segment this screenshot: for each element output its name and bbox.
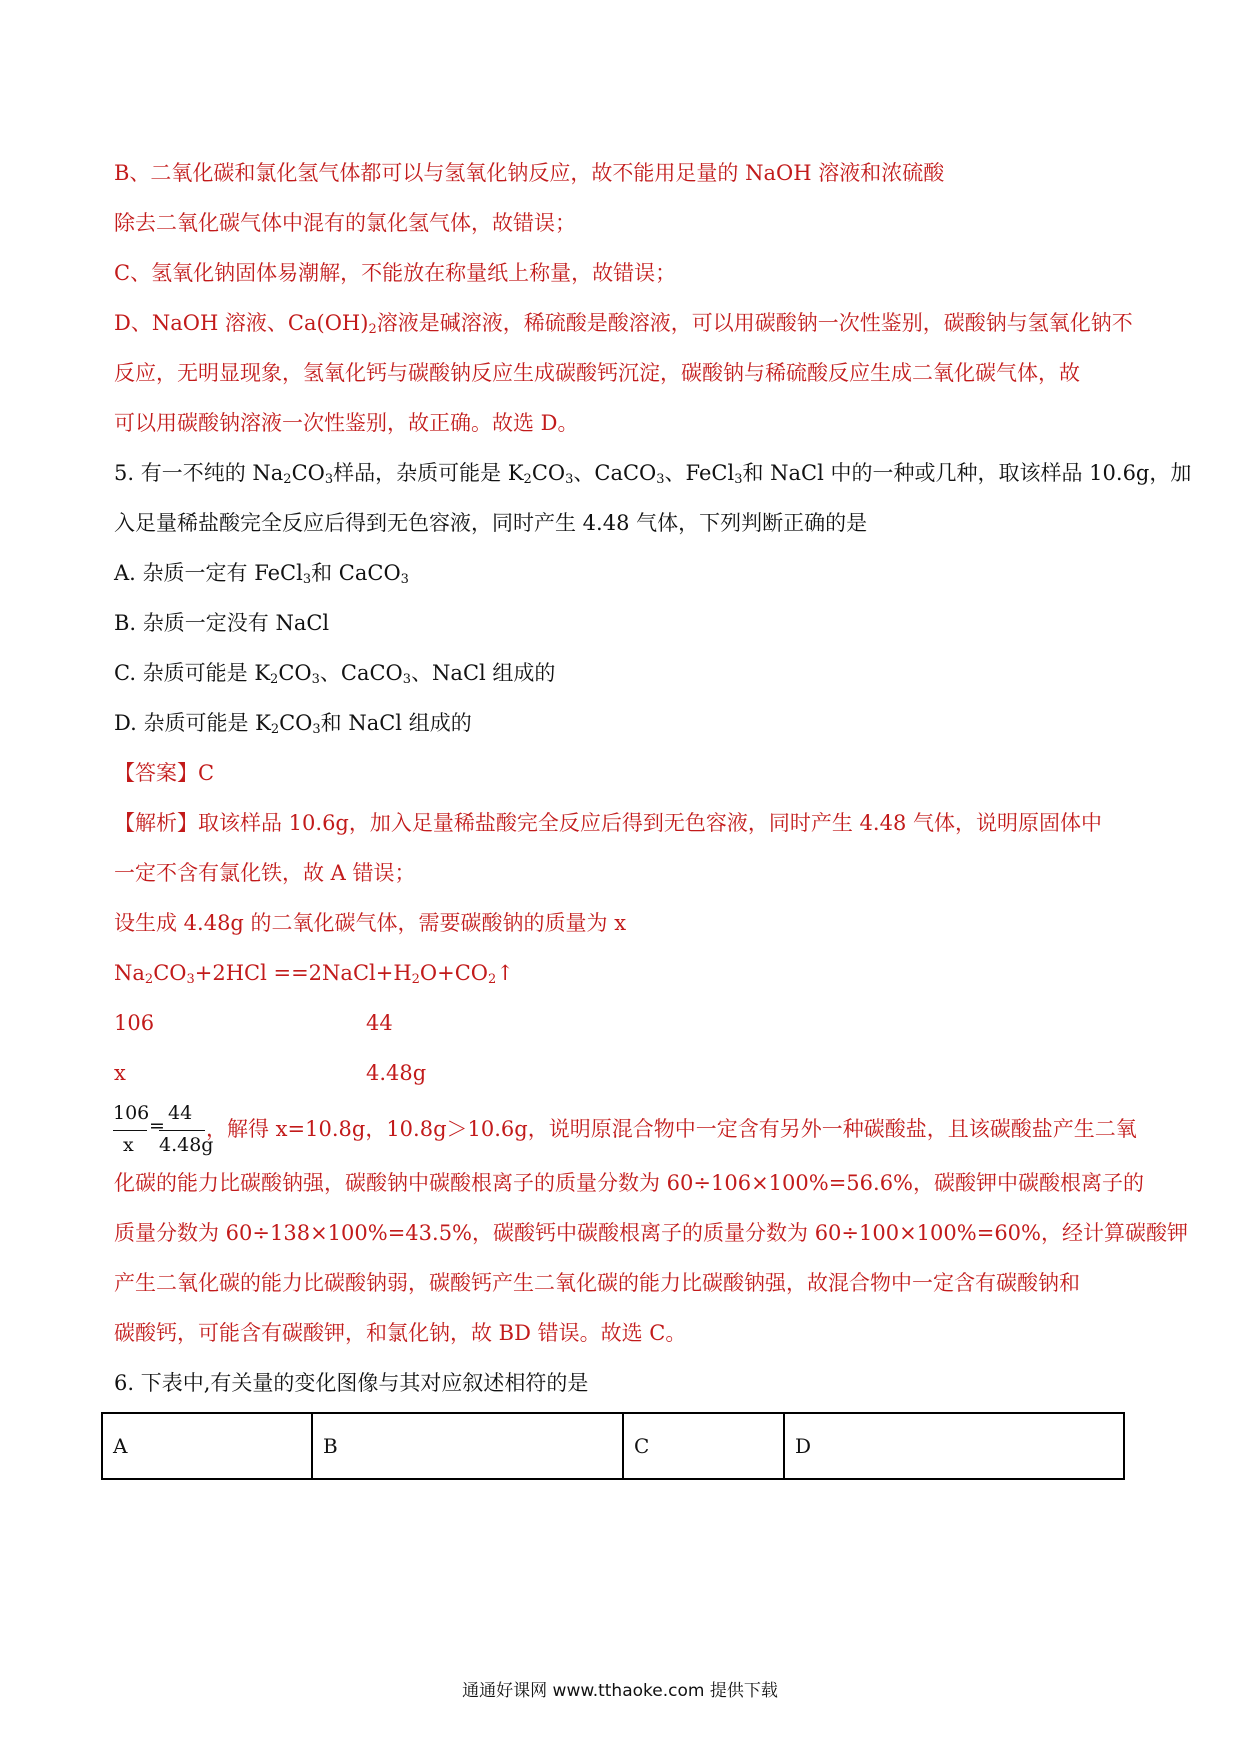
explanation-c-line: C、氢氧化钠固体易潮解，不能放在称量纸上称量，故错误； (114, 261, 677, 285)
q6-stem: 6. 下表中,有关量的变化图像与其对应叙述相符的是 (114, 1371, 589, 1395)
proportion-fraction (113, 1100, 214, 1160)
q5-solution-line3: 质量分数为 60÷138×100%=43.5%，碳酸钙中碳酸根离子的质量分数为 60÷100×100%=60%，经计算碳酸钾 (114, 1221, 1188, 1245)
q5-analysis-line3: 设生成 4.48g 的二氧化碳气体，需要碳酸钠的质量为 x (114, 911, 627, 935)
unknown-mass-left: x (114, 1061, 126, 1085)
explanation-d-line3: 可以用碳酸钠溶液一次性鉴别，故正确。故选 D。 (114, 411, 579, 435)
analysis-label: 【解析】 (114, 811, 198, 835)
q5-analysis-line1: 【解析】取该样品 10.6g，加入足量稀盐酸完全反应后得到无色容液，同时产生 4.48 气体，说明原固体中 (114, 811, 1102, 835)
q5-analysis-line2: 一定不含有氯化铁，故 A 错误； (114, 861, 416, 885)
explanation-b-line1: B、二氧化碳和氯化氢气体都可以与氢氧化钠反应，故不能用足量的 NaOH 溶液和浓硫酸 (114, 161, 945, 185)
fraction-denominator-2: 4.48g (159, 1134, 214, 1156)
molar-mass-left: 106 (114, 1011, 155, 1035)
explanation-d-line2: 反应，无明显现象，氢氧化钙与碳酸钠反应生成碳酸钙沉淀，碳酸钠与稀硫酸反应生成二氧化碳气体，故 (114, 361, 1080, 385)
fraction-bar-2 (159, 1130, 205, 1131)
q5-solution-line2: 化碳的能力比碳酸钠强，碳酸钠中碳酸根离子的质量分数为 60÷106×100%=56.6%，碳酸钾中碳酸根离子的 (114, 1171, 1145, 1195)
table-row (102, 1413, 1124, 1479)
q5-option-b: B. 杂质一定没有 NaCl (114, 611, 330, 635)
q5-solution-line5: 碳酸钙，可能含有碳酸钾，和氯化钠，故 BD 错误。故选 C。 (114, 1321, 687, 1345)
fraction-numerator-2: 44 (168, 1102, 193, 1124)
explanation-b-line2: 除去二氧化碳气体中混有的氯化氢气体，故错误； (114, 211, 576, 235)
chemical-equation: $Na_2CO_3+2HCl$ $==2NaCl+H_2O+CO_2↑$ (114, 961, 514, 987)
molar-mass-right: 44 (366, 1011, 393, 1035)
known-mass-right: 4.48g (366, 1061, 427, 1085)
fraction-equals: = (149, 1115, 165, 1137)
fraction-bar-1 (113, 1130, 147, 1131)
table-cell-a: A (102, 1413, 312, 1479)
q5-stem-line1: 5. 有一不纯的 $Na_2CO_3$样品，杂质可能是 $K_2CO_3$、CaCO$_3$、FeCl$_3$和 NaCl 中的一种或几种，取该样品 10.6g，加 (114, 461, 1192, 487)
table-cell-b: B (312, 1413, 623, 1479)
table-cell-d: D (784, 1413, 1124, 1479)
q5-option-c: C. 杂质可能是 $K_2CO_3$、CaCO$_3$、NaCl 组成的 (114, 661, 556, 687)
page-footer: 通通好课网 www.tthaoke.com 提供下载 (462, 1681, 778, 1701)
fraction-denominator-1: x (123, 1134, 134, 1156)
q5-solution-line4: 产生二氧化碳的能力比碳酸钠弱，碳酸钙产生二氧化碳的能力比碳酸钠强，故混合物中一定含有碳酸钠和 (114, 1271, 1080, 1295)
answer-label: 【答案】 (114, 761, 198, 785)
q5-option-d: D. 杂质可能是 $K_2CO_3$和 NaCl 组成的 (114, 711, 472, 737)
answer-value: C (198, 761, 215, 785)
fraction-numerator-1: 106 (113, 1102, 150, 1124)
q6-options-table (101, 1412, 1125, 1480)
q5-solution-line1: ，解得 x=10.8g，10.8g＞10.6g，说明原混合物中一定含有另外一种碳酸盐，且该碳酸盐产生二氧 (206, 1117, 1137, 1141)
q5-answer (114, 758, 214, 788)
q5-option-a: A. 杂质一定有 FeCl$_3$和 CaCO$_3$ (114, 561, 409, 587)
explanation-d-line1: D、NaOH 溶液、$Ca(OH)_2$溶液是碱溶液，稀硫酸是酸溶液，可以用碳酸钠一次性鉴别，碳酸钠与氢氧化钠不 (114, 311, 1133, 337)
q5-stem-line2: 入足量稀盐酸完全反应后得到无色容液，同时产生 4.48 气体，下列判断正确的是 (114, 511, 868, 535)
table-cell-c: C (623, 1413, 784, 1479)
